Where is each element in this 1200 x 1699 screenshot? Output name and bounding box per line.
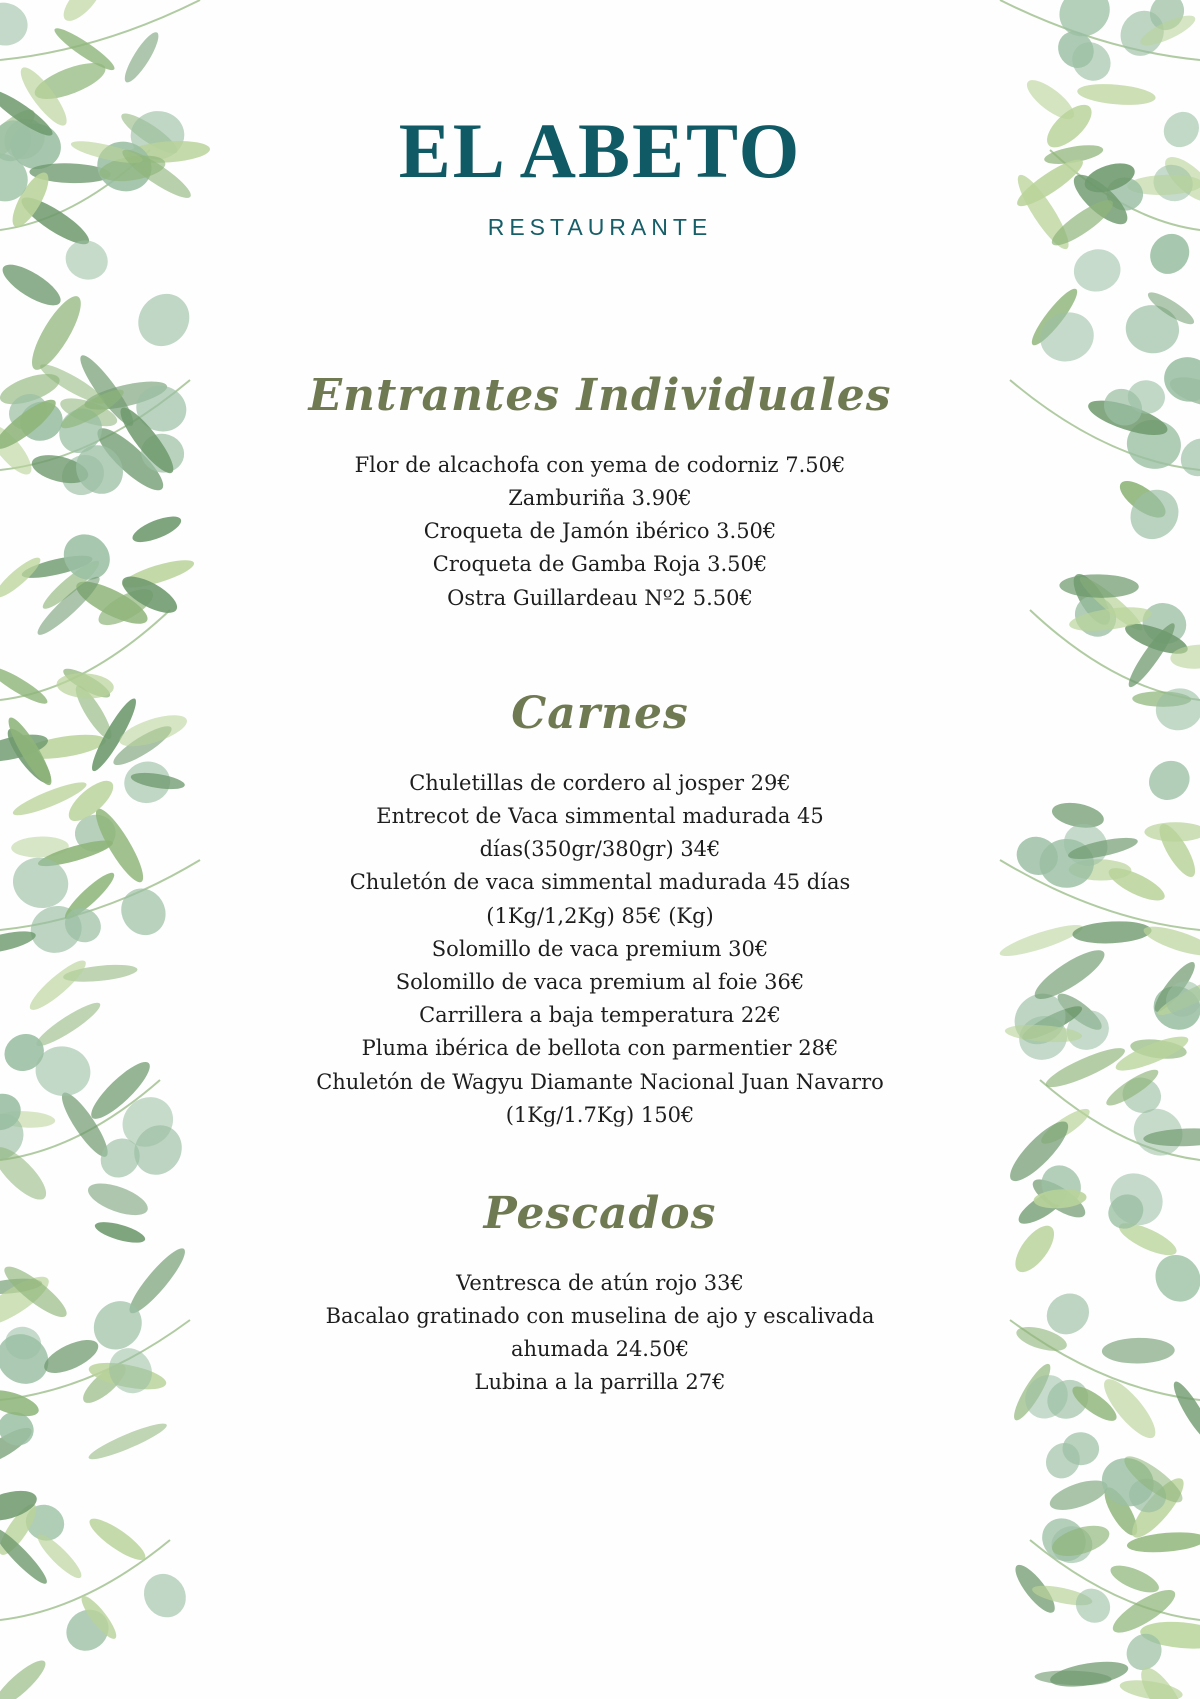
eucalyptus-leaf bbox=[1094, 1450, 1161, 1514]
olive-leaf bbox=[1076, 81, 1156, 107]
olive-leaf bbox=[62, 962, 138, 985]
olive-leaf bbox=[0, 1385, 42, 1422]
olive-leaf bbox=[1144, 822, 1200, 841]
olive-leaf bbox=[0, 393, 61, 455]
section-entrantes-individuales bbox=[240, 370, 960, 615]
eucalyptus-leaf bbox=[131, 380, 192, 438]
olive-leaf bbox=[0, 1110, 56, 1129]
olive-leaf bbox=[93, 1218, 147, 1247]
olive-leaf bbox=[0, 927, 38, 958]
olive-leaf bbox=[1037, 1104, 1094, 1150]
eucalyptus-leaf bbox=[1039, 839, 1094, 889]
section-items bbox=[240, 1267, 960, 1400]
olive-leaf bbox=[1014, 1322, 1070, 1355]
eucalyptus-leaf bbox=[138, 430, 187, 476]
olive-leaf bbox=[11, 836, 69, 859]
section-title: Pescados bbox=[483, 1188, 717, 1239]
eucalyptus-leaf bbox=[0, 1087, 27, 1136]
eucalyptus-leaf bbox=[1147, 979, 1200, 1037]
eucalyptus-leaf bbox=[1101, 1187, 1150, 1236]
menu-line: Chuletón de Wagyu Diamante Nacional Juan Navarro bbox=[316, 1069, 884, 1094]
eucalyptus-leaf bbox=[0, 1104, 33, 1169]
menu-line: Carrillera a baja temperatura 22€ bbox=[419, 1003, 781, 1028]
eucalyptus-leaf bbox=[84, 1291, 152, 1359]
eucalyptus-leaf bbox=[1050, 0, 1120, 46]
olive-leaf bbox=[1166, 371, 1200, 412]
eucalyptus-leaf bbox=[1099, 1163, 1173, 1236]
menu-line: Ostra Guillardeau Nº2 5.50€ bbox=[447, 585, 753, 610]
olive-leaf bbox=[1034, 1669, 1111, 1686]
branch-stem bbox=[0, 380, 190, 470]
eucalyptus-leaf bbox=[1051, 24, 1101, 75]
menu-line: Ventresca de atún rojo 33€ bbox=[456, 1270, 744, 1295]
eucalyptus-leaf bbox=[73, 812, 118, 853]
olive-leaf bbox=[84, 1177, 152, 1222]
eucalyptus-leaf bbox=[1120, 1627, 1169, 1677]
olive-leaf bbox=[1153, 819, 1200, 881]
olive-leaf bbox=[60, 868, 118, 924]
eucalyptus-leaf bbox=[2, 1323, 45, 1364]
olive-leaf bbox=[1123, 619, 1180, 691]
olive-leaf bbox=[0, 419, 38, 481]
olive-leaf bbox=[1132, 691, 1191, 707]
olive-leaf bbox=[56, 671, 115, 700]
eucalyptus-leaf bbox=[113, 880, 174, 943]
olive-leaf bbox=[85, 1055, 157, 1126]
olive-leaf bbox=[32, 571, 104, 640]
olive-leaf bbox=[1, 724, 57, 789]
olive-leaf bbox=[1170, 643, 1200, 670]
left-foliage-decoration bbox=[0, 0, 240, 1699]
olive-leaf bbox=[1134, 1661, 1192, 1699]
eucalyptus-leaf bbox=[101, 1340, 160, 1401]
eucalyptus-leaf bbox=[59, 234, 114, 287]
menu-line: Solomillo de vaca premium 30€ bbox=[431, 936, 769, 961]
restaurant-name: EL ABETO bbox=[398, 107, 802, 194]
section-pescados bbox=[240, 1188, 960, 1400]
olive-leaf bbox=[25, 955, 91, 1016]
olive-leaf bbox=[93, 582, 158, 632]
eucalyptus-leaf bbox=[1064, 34, 1118, 88]
olive-leaf bbox=[74, 350, 140, 431]
olive-leaf bbox=[1067, 569, 1117, 630]
olive-leaf bbox=[87, 1358, 169, 1395]
olive-leaf bbox=[1009, 1360, 1056, 1424]
branch-stem bbox=[1010, 1320, 1200, 1400]
eucalyptus-leaf bbox=[1034, 305, 1100, 368]
menu-line: Flor de alcachofa con yema de codorniz 7.50€ bbox=[354, 452, 846, 477]
menu-line: (1Kg/1,2Kg) 85€ (Kg) bbox=[486, 903, 714, 928]
branch-stem bbox=[0, 860, 200, 930]
menu-line: ahumada 24.50€ bbox=[510, 1337, 690, 1362]
eucalyptus-leaf bbox=[0, 0, 32, 50]
eucalyptus-leaf bbox=[15, 396, 68, 446]
olive-leaf bbox=[30, 56, 109, 107]
olive-leaf bbox=[1149, 958, 1200, 1017]
olive-leaf bbox=[1048, 1657, 1129, 1691]
menu-line: Croqueta de Jamón ibérico 3.50€ bbox=[423, 519, 777, 544]
olive-leaf bbox=[24, 290, 90, 376]
olive-leaf bbox=[33, 1530, 86, 1583]
olive-leaf bbox=[1072, 919, 1152, 945]
olive-leaf bbox=[29, 450, 91, 488]
olive-leaf bbox=[1046, 1474, 1111, 1516]
branch-stem bbox=[1000, 860, 1200, 930]
eucalyptus-leaf bbox=[1159, 974, 1200, 1024]
olive-leaf bbox=[57, 0, 108, 27]
olive-leaf bbox=[1112, 1030, 1191, 1076]
olive-leaf bbox=[1066, 833, 1139, 863]
eucalyptus-leaf bbox=[7, 851, 74, 914]
eucalyptus-leaf bbox=[1097, 381, 1149, 432]
olive-leaf bbox=[1137, 10, 1199, 51]
olive-leaf bbox=[1008, 1219, 1061, 1278]
olive-leaf bbox=[1102, 1064, 1162, 1110]
branch-stem bbox=[1000, 0, 1200, 60]
eucalyptus-leaf bbox=[1146, 1246, 1200, 1310]
olive-leaf bbox=[1068, 859, 1131, 881]
olive-leaf bbox=[70, 682, 117, 743]
olive-leaf bbox=[123, 1243, 191, 1319]
olive-leaf bbox=[130, 770, 186, 792]
olive-leaf bbox=[1139, 1619, 1200, 1652]
olive-leaf bbox=[120, 28, 164, 86]
eucalyptus-leaf bbox=[1123, 416, 1185, 473]
branch-stem bbox=[0, 1320, 190, 1400]
eucalyptus-leaf bbox=[1123, 302, 1183, 357]
eucalyptus-leaf bbox=[1069, 1582, 1117, 1630]
olive-leaf bbox=[89, 804, 150, 887]
eucalyptus-leaf bbox=[125, 1116, 191, 1184]
eucalyptus-leaf bbox=[1112, 2, 1172, 64]
eucalyptus-leaf bbox=[0, 1406, 40, 1452]
eucalyptus-leaf bbox=[1121, 480, 1189, 549]
eucalyptus-leaf bbox=[1143, 0, 1190, 37]
olive-leaf bbox=[36, 836, 115, 872]
olive-leaf bbox=[0, 257, 66, 312]
olive-leaf bbox=[1107, 1583, 1180, 1640]
olive-leaf bbox=[86, 1418, 170, 1464]
olive-leaf bbox=[55, 1088, 114, 1162]
olive-leaf bbox=[997, 919, 1085, 961]
olive-leaf bbox=[0, 1276, 43, 1296]
olive-leaf bbox=[1105, 862, 1169, 907]
eucalyptus-leaf bbox=[1070, 245, 1125, 296]
eucalyptus-leaf bbox=[1153, 685, 1200, 734]
eucalyptus-leaf bbox=[1136, 596, 1193, 651]
eucalyptus-leaf bbox=[58, 1601, 117, 1659]
olive-leaf bbox=[0, 1655, 51, 1699]
olive-leaf bbox=[0, 1523, 52, 1588]
olive-leaf bbox=[0, 368, 63, 411]
eucalyptus-leaf bbox=[1173, 431, 1200, 484]
olive-leaf bbox=[0, 1499, 42, 1559]
olive-leaf bbox=[2, 713, 57, 789]
olive-leaf bbox=[1115, 1217, 1180, 1261]
olive-leaf bbox=[120, 555, 197, 593]
eucalyptus-leaf bbox=[1141, 753, 1197, 808]
eucalyptus-leaf bbox=[1060, 1003, 1116, 1057]
olive-leaf bbox=[1099, 1483, 1144, 1540]
olive-leaf bbox=[86, 695, 142, 775]
olive-leaf bbox=[21, 730, 108, 763]
eucalyptus-leaf bbox=[0, 1324, 58, 1394]
olive-leaf bbox=[57, 393, 120, 432]
eucalyptus-leaf bbox=[1039, 1285, 1097, 1342]
eucalyptus-leaf bbox=[1039, 1437, 1086, 1485]
olive-leaf bbox=[1059, 574, 1139, 599]
olive-leaf bbox=[0, 729, 50, 766]
eucalyptus-leaf bbox=[1159, 352, 1200, 407]
olive-leaf bbox=[1049, 1520, 1113, 1562]
olive-leaf bbox=[60, 664, 114, 703]
branch-stem bbox=[1030, 610, 1200, 700]
olive-leaf bbox=[1014, 1183, 1071, 1230]
olive-leaf bbox=[1102, 1337, 1175, 1364]
olive-leaf bbox=[1114, 474, 1171, 524]
olive-leaf bbox=[1068, 603, 1153, 635]
olive-leaf bbox=[57, 384, 127, 434]
olive-leaf bbox=[32, 997, 104, 1051]
olive-leaf bbox=[117, 569, 182, 620]
olive-leaf bbox=[1026, 284, 1082, 350]
eucalyptus-leaf bbox=[1126, 378, 1166, 415]
eucalyptus-leaf bbox=[31, 1042, 94, 1101]
olive-leaf bbox=[1003, 1114, 1076, 1188]
olive-leaf bbox=[1154, 971, 1200, 1021]
menu-line: Chuletillas de cordero al josper 29€ bbox=[409, 770, 791, 795]
eucalyptus-leaf bbox=[1056, 815, 1116, 874]
olive-leaf bbox=[90, 420, 171, 498]
olive-leaf bbox=[1009, 1560, 1060, 1618]
olive-leaf bbox=[1031, 1582, 1094, 1610]
olive-leaf bbox=[1027, 1173, 1090, 1225]
olive-leaf bbox=[10, 777, 89, 821]
olive-leaf bbox=[1122, 618, 1191, 660]
section-carnes bbox=[240, 688, 960, 1132]
olive-leaf bbox=[0, 1260, 72, 1324]
olive-leaf bbox=[1144, 288, 1197, 330]
olive-leaf bbox=[1050, 799, 1106, 832]
eucalyptus-leaf bbox=[1067, 588, 1125, 645]
olive-leaf bbox=[1042, 1042, 1128, 1094]
olive-leaf bbox=[1119, 1450, 1188, 1510]
restaurant-subtitle: RESTAURANTE bbox=[487, 214, 713, 240]
section-title: Carnes bbox=[511, 688, 689, 739]
eucalyptus-leaf bbox=[58, 901, 107, 949]
eucalyptus-leaf bbox=[1017, 1366, 1077, 1427]
olive-leaf bbox=[1075, 572, 1147, 636]
olive-leaf bbox=[0, 1485, 40, 1526]
eucalyptus-leaf bbox=[20, 1499, 70, 1547]
menu-line: Zamburiña 3.90€ bbox=[508, 486, 692, 510]
eucalyptus-leaf bbox=[1033, 1157, 1089, 1213]
olive-leaf bbox=[1118, 1677, 1184, 1699]
eucalyptus-leaf bbox=[1011, 831, 1064, 882]
olive-leaf bbox=[82, 376, 169, 416]
restaurant-header bbox=[0, 107, 1200, 241]
olive-leaf bbox=[63, 774, 120, 828]
menu-line: Pluma ibérica de bellota con parmentier 28€ bbox=[361, 1036, 839, 1061]
olive-leaf bbox=[0, 553, 45, 602]
olive-leaf bbox=[0, 1269, 55, 1334]
olive-leaf bbox=[77, 1592, 121, 1643]
section-title: Entrantes Individuales bbox=[308, 370, 892, 421]
eucalyptus-leaf bbox=[54, 447, 111, 503]
olive-leaf bbox=[1068, 1381, 1121, 1427]
eucalyptus-leaf bbox=[1051, 1526, 1092, 1564]
olive-leaf bbox=[1107, 1560, 1162, 1598]
menu-line: Bacalao gratinado con muselina de ajo y escalivada bbox=[325, 1304, 875, 1328]
branch-stem bbox=[1030, 1540, 1200, 1620]
olive-leaf bbox=[0, 1140, 53, 1207]
eucalyptus-leaf bbox=[112, 1087, 183, 1157]
olive-leaf bbox=[40, 1333, 103, 1380]
menu-line: Lubina a la parrilla 27€ bbox=[474, 1370, 726, 1395]
eucalyptus-leaf bbox=[67, 436, 133, 503]
eucalyptus-leaf bbox=[1062, 1431, 1100, 1466]
eucalyptus-leaf bbox=[136, 1566, 195, 1626]
menu-line: Chuletón de vaca simmental madurada 45 días bbox=[349, 870, 851, 895]
section-items bbox=[240, 767, 960, 1132]
eucalyptus-leaf bbox=[1117, 1072, 1166, 1119]
menu-line: Solomillo de vaca premium al foie 36€ bbox=[395, 970, 805, 995]
olive-leaf bbox=[78, 1359, 131, 1409]
eucalyptus-leaf bbox=[1125, 1099, 1192, 1165]
eucalyptus-leaf bbox=[93, 1130, 148, 1185]
olive-leaf bbox=[1029, 942, 1110, 1006]
olive-leaf bbox=[0, 1422, 36, 1470]
olive-leaf bbox=[109, 720, 176, 771]
branch-stem bbox=[1040, 1080, 1200, 1160]
branch-stem bbox=[0, 0, 200, 60]
olive-leaf bbox=[51, 23, 118, 75]
menu-line: (1Kg/1.7Kg) 150€ bbox=[505, 1102, 695, 1127]
olive-leaf bbox=[114, 402, 181, 479]
olive-leaf bbox=[1168, 1378, 1200, 1445]
olive-leaf bbox=[85, 1512, 151, 1566]
olive-leaf bbox=[38, 556, 103, 614]
eucalyptus-leaf bbox=[51, 400, 111, 461]
branch-stem bbox=[0, 1540, 170, 1620]
olive-leaf bbox=[1141, 921, 1200, 962]
olive-leaf bbox=[1126, 1529, 1200, 1555]
olive-leaf bbox=[116, 709, 190, 753]
olive-leaf bbox=[1085, 393, 1171, 442]
eucalyptus-leaf bbox=[1014, 1010, 1073, 1066]
olive-leaf bbox=[1019, 1001, 1086, 1045]
olive-leaf bbox=[36, 359, 108, 409]
olive-leaf bbox=[1125, 1472, 1191, 1544]
eucalyptus-leaf bbox=[121, 758, 173, 807]
olive-leaf bbox=[1129, 1037, 1188, 1062]
olive-leaf bbox=[71, 574, 153, 632]
eucalyptus-leaf bbox=[1125, 1475, 1170, 1517]
olive-leaf bbox=[1143, 1127, 1200, 1148]
eucalyptus-leaf bbox=[1004, 983, 1076, 1055]
eucalyptus-leaf bbox=[0, 1027, 50, 1078]
eucalyptus-leaf bbox=[3, 387, 54, 436]
olive-leaf bbox=[1004, 1023, 1082, 1045]
olive-leaf bbox=[1053, 988, 1106, 1035]
menu-line: Entrecot de Vaca simmental madurada 45 bbox=[376, 804, 824, 828]
branch-stem bbox=[0, 1080, 160, 1160]
branch-stem bbox=[0, 610, 170, 700]
right-foliage-decoration bbox=[960, 0, 1200, 1699]
eucalyptus-leaf bbox=[128, 284, 200, 357]
eucalyptus-leaf bbox=[1033, 1510, 1094, 1571]
olive-leaf bbox=[1097, 1372, 1163, 1444]
branch-stem bbox=[1010, 380, 1200, 470]
menu-line: Croqueta de Gamba Roja 3.50€ bbox=[432, 552, 768, 577]
olive-leaf bbox=[0, 662, 51, 709]
eucalyptus-leaf bbox=[55, 525, 120, 589]
eucalyptus-leaf bbox=[1040, 1372, 1095, 1426]
olive-leaf bbox=[20, 551, 94, 582]
section-items bbox=[240, 449, 960, 615]
olive-leaf bbox=[129, 511, 184, 547]
menu-line: días(350gr/380gr) 34€ bbox=[479, 837, 721, 862]
olive-leaf bbox=[1033, 1188, 1087, 1210]
eucalyptus-leaf bbox=[25, 899, 88, 959]
